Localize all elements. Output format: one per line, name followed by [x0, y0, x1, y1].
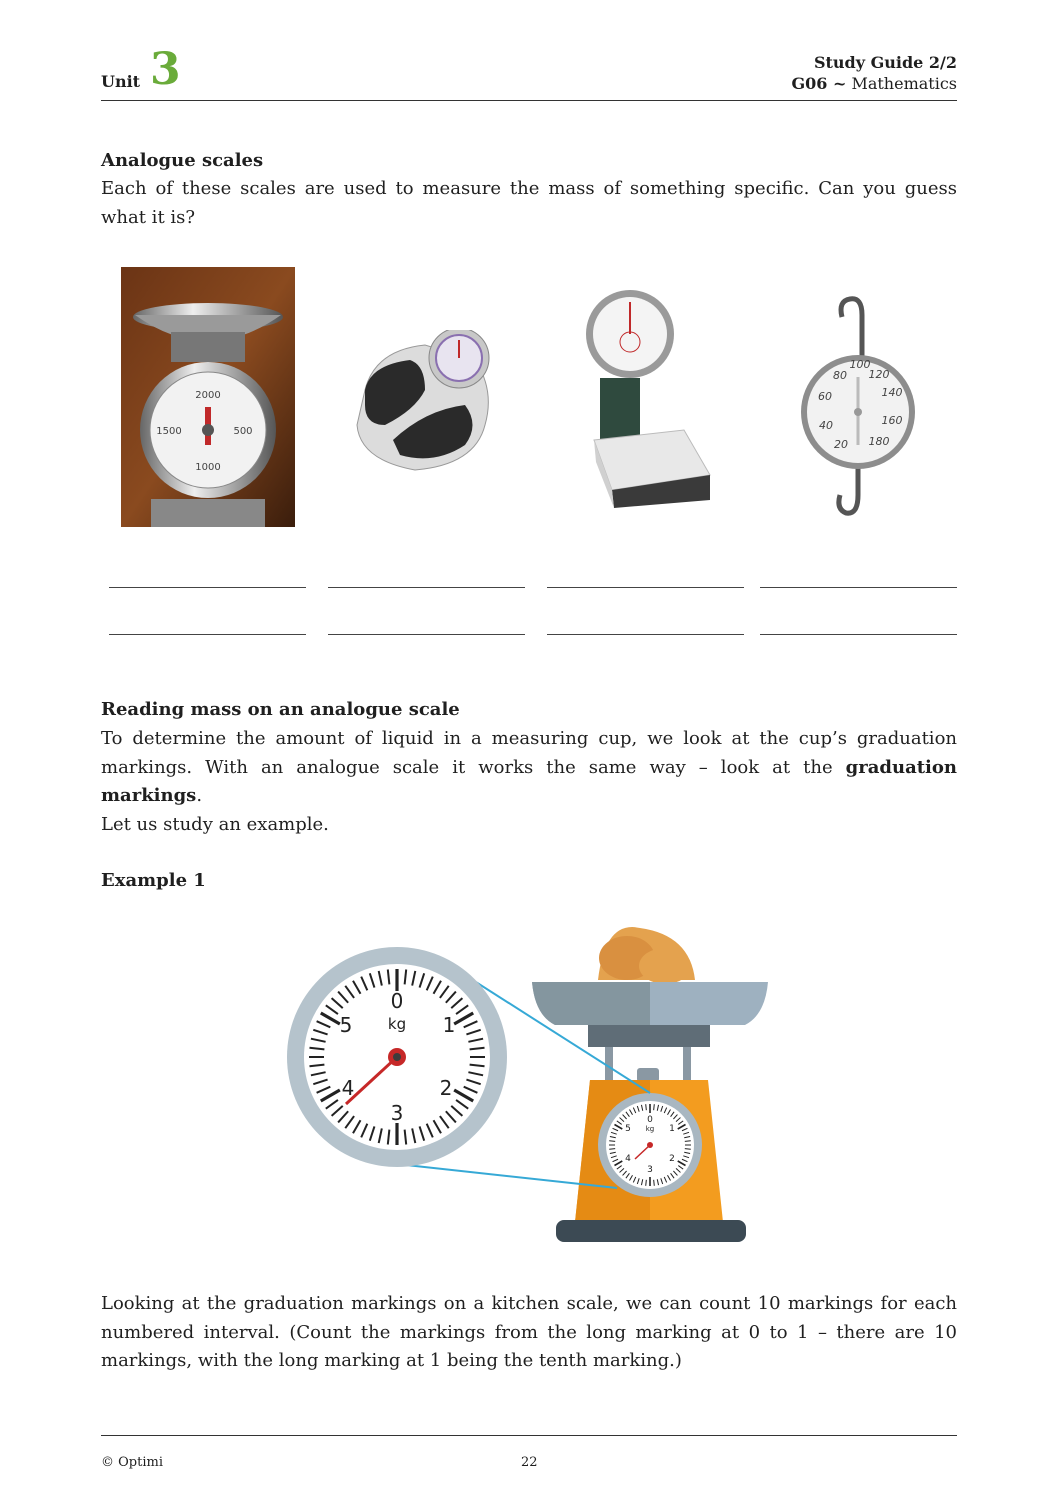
- small-dial-number-5: 5: [625, 1124, 631, 1134]
- graduation-markings-term: graduation markings: [101, 756, 957, 806]
- kitchen-dial-label-1000: 1000: [195, 462, 221, 473]
- answer-line[interactable]: [760, 634, 957, 635]
- hanging-dial-label-160: 160: [881, 414, 903, 427]
- small-dial-unit: kg: [645, 1125, 655, 1133]
- dial-tick: [685, 1149, 691, 1150]
- answer-line[interactable]: [328, 587, 525, 588]
- hanging-dial-label-120: 120: [868, 368, 890, 381]
- small-dial-number-1: 1: [669, 1124, 675, 1134]
- dial-tick: [646, 1180, 647, 1186]
- dial-tick: [685, 1141, 691, 1142]
- big-dial-number-2: 2: [439, 1076, 453, 1100]
- hanging-dial-label-180: 180: [868, 435, 890, 448]
- example-intro-text: Let us study an example.: [101, 814, 329, 835]
- unit-number: 3: [150, 44, 181, 95]
- course-code: G06 ~: [791, 74, 847, 93]
- dial-tick: [646, 1104, 647, 1110]
- big-dial-unit: kg: [387, 1015, 407, 1033]
- hanging-scale-photo: [800, 295, 916, 520]
- kitchen-dial-label-500: 500: [233, 426, 253, 437]
- answer-line[interactable]: [328, 634, 525, 635]
- example-explanation-text: Looking at the graduation markings on a kitchen scale, we can count 10 markings for each numbered interval. (Count the markings from the long marking at 0 to 1 – there are 10 markings, with the long marking at 1 being the tenth marking.): [101, 1293, 957, 1371]
- hanging-dial-label-80: 80: [833, 369, 847, 382]
- section-heading-reading-mass: Reading mass on an analogue scale: [101, 699, 460, 720]
- answer-line[interactable]: [109, 634, 306, 635]
- study-guide-label: Study Guide 2/2: [813, 53, 957, 72]
- kitchen-dial-label-2000: 2000: [195, 390, 221, 401]
- small-dial-number-4: 4: [625, 1154, 631, 1164]
- header-rule: [101, 100, 957, 101]
- dial-tick: [609, 1141, 615, 1142]
- big-dial-number-1: 1: [442, 1013, 456, 1037]
- hanging-dial-label-100: 100: [849, 358, 871, 371]
- subject-name: Mathematics: [851, 74, 957, 93]
- hanging-dial-label-40: 40: [819, 419, 833, 432]
- dial-tick: [654, 1104, 655, 1110]
- kitchen-dial-label-1500: 1500: [156, 426, 182, 437]
- section-intro-text: Each of these scales are used to measure the mass of something specific. Can you guess what it is?: [101, 178, 957, 228]
- hanging-dial-label-20: 20: [834, 438, 848, 451]
- example-heading: Example 1: [101, 870, 206, 891]
- reading-mass-text-part: To determine the amount of liquid in a measuring cup, we look at the cup’s graduation markings. With an analogue scale it works the same way – look at the: [101, 728, 957, 778]
- big-dial-number-3: 3: [390, 1101, 404, 1125]
- dial-tick: [609, 1149, 615, 1150]
- big-dial-number-0: 0: [390, 989, 404, 1013]
- platform-scale-photo: [582, 290, 712, 512]
- answer-line[interactable]: [109, 587, 306, 588]
- bathroom-scale-photo: [355, 330, 497, 475]
- section-heading-analogue-scales: Analogue scales: [101, 150, 264, 171]
- answer-line[interactable]: [547, 634, 744, 635]
- answer-line[interactable]: [760, 587, 957, 588]
- footer-rule: [101, 1435, 957, 1436]
- unit-label: Unit: [101, 72, 141, 91]
- header-info: [791, 52, 957, 94]
- reading-mass-text-end: .: [196, 785, 203, 806]
- kitchen-scale-illustration: [285, 920, 775, 1245]
- hanging-dial-label-60: 60: [818, 390, 832, 403]
- small-dial-number-2: 2: [669, 1154, 675, 1164]
- dial-tick: [654, 1180, 655, 1186]
- reading-mass-text: [101, 725, 957, 811]
- big-dial-number-4: 4: [341, 1076, 355, 1100]
- small-dial-number-3: 3: [647, 1165, 653, 1175]
- big-dial-number-5: 5: [339, 1013, 353, 1037]
- copyright: © Optimi: [101, 1455, 163, 1470]
- page-number: 22: [521, 1455, 538, 1470]
- hanging-dial-label-140: 140: [881, 386, 903, 399]
- answer-line[interactable]: [547, 587, 744, 588]
- small-dial-number-0: 0: [647, 1115, 653, 1125]
- kitchen-scale-photo: [121, 267, 295, 527]
